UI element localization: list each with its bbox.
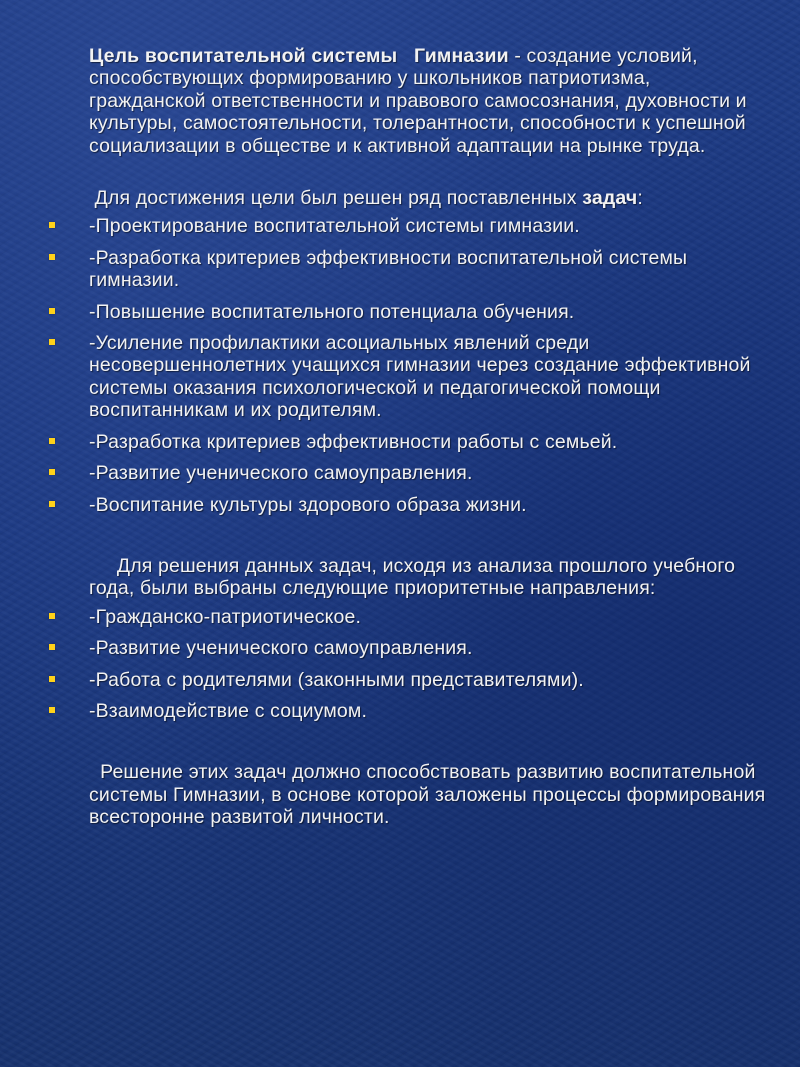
conclusion-indent (89, 761, 100, 783)
conclusion-text: Решение этих задач должно способствовать развитию воспитательной системы Гимназии, в основе которой заложены процессы формирования всесторонне развитой личности. (89, 761, 766, 829)
directions-intro-indent (89, 555, 117, 577)
direction-item-text: -Развитие ученического самоуправления. (89, 637, 473, 660)
task-item-text: -Усиление профилактики асоциальных явлений среди несовершеннолетних учащихся гимназии через создание эффективной системы оказания психологической и педагогической помощи воспитанникам и их родителям. (89, 332, 751, 422)
task-item (49, 431, 769, 453)
task-item (49, 247, 769, 292)
goal-text: - создание условий, способствующих формированию у школьников патриотизма, гражданской ответственности и правового самосознания, духовности и культуры, самостоятельности, толерантности, способности к успешной социализации в обществе и к активной адаптации на рынке труда. (89, 45, 747, 157)
tasks-intro-text: Для достижения цели был решен ряд поставленных (94, 187, 583, 210)
goal-title: Цель воспитательной системы (89, 45, 398, 67)
tasks-list (49, 215, 769, 515)
tasks-intro-bold: задач (582, 187, 638, 210)
bullet-icon (49, 613, 55, 619)
task-item-text: -Разработка критериев эффективности воспитательной системы гимназии. (89, 246, 688, 292)
direction-item-text: -Работа с родителями (законными представителями). (89, 668, 584, 691)
directions-intro-text: Для решения данных задач, исходя из анализа прошлого учебного года, были выбраны следующие приоритетные направления: (89, 554, 736, 600)
bullet-icon (49, 707, 55, 713)
task-item-text: -Разработка критериев эффективности работы с семьей. (89, 430, 618, 453)
task-item-text: -Развитие ученического самоуправления. (89, 462, 473, 485)
task-item-text: -Воспитание культуры здорового образа жизни. (89, 493, 527, 516)
task-item (49, 215, 769, 237)
slide-content (49, 45, 769, 829)
direction-item-text: -Гражданско-патриотическое. (89, 605, 362, 628)
bullet-icon (49, 308, 55, 314)
spacer (49, 525, 769, 555)
directions-intro (49, 555, 769, 600)
bullet-icon (49, 339, 55, 345)
bullet-icon (49, 438, 55, 444)
bullet-icon (49, 222, 55, 228)
tasks-intro-colon: : (637, 187, 643, 210)
bullet-icon (49, 469, 55, 475)
task-item-text: -Проектирование воспитательной системы гимназии. (89, 215, 580, 238)
spacer (49, 157, 769, 187)
task-item (49, 494, 769, 516)
direction-item (49, 669, 769, 691)
goal-title-gymnasium: Гимназии (414, 45, 509, 67)
direction-item (49, 606, 769, 628)
bullet-icon (49, 254, 55, 260)
tasks-intro (49, 187, 769, 209)
goal-title-spacer (397, 45, 414, 67)
task-item-text: -Повышение воспитательного потенциала обучения. (89, 300, 575, 323)
direction-item (49, 700, 769, 722)
task-item (49, 462, 769, 484)
task-item (49, 301, 769, 323)
bullet-icon (49, 644, 55, 650)
bullet-icon (49, 501, 55, 507)
spacer (49, 731, 769, 761)
directions-list (49, 606, 769, 723)
bullet-icon (49, 676, 55, 682)
goal-paragraph (49, 45, 769, 157)
direction-item (49, 637, 769, 659)
task-item (49, 332, 769, 422)
conclusion-paragraph (49, 761, 769, 828)
direction-item-text: -Взаимодействие с социумом. (89, 699, 368, 722)
